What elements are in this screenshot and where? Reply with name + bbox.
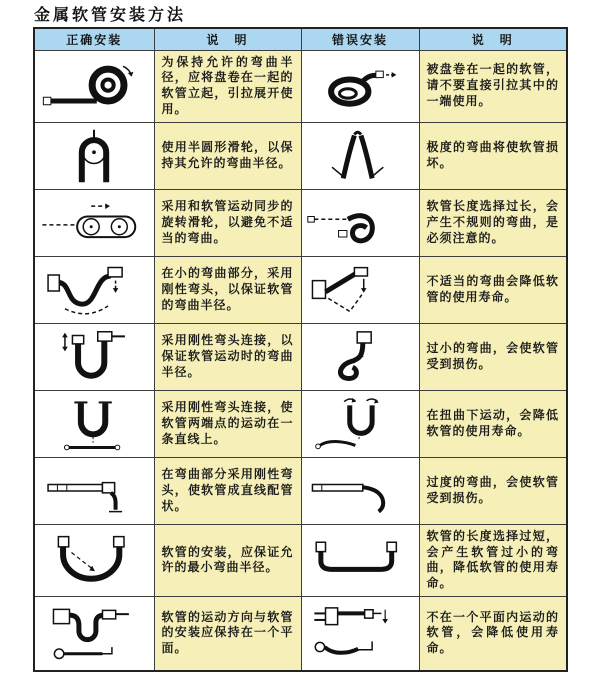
hose-coil-upright-unroll-icon	[38, 56, 150, 116]
hose-extreme-pinch-bend-icon	[305, 126, 415, 186]
wrong-description: 过度的弯曲，会使软管受到损伤。	[419, 457, 567, 524]
correct-description: 软管的运动方向与软管的安装应保持在一个平面。	[154, 597, 301, 671]
hose-rigid-elbow-u-loop-icon	[38, 327, 150, 387]
hose-too-long-irregular-loop-icon	[305, 193, 415, 253]
wrong-illustration-cell	[301, 597, 419, 671]
correct-description: 在小的弯曲部分，采用刚性弯头，以保证软管的弯曲半径。	[154, 256, 301, 323]
table-row	[34, 323, 567, 390]
table-row	[34, 524, 567, 596]
hose-too-short-flat-u-icon	[305, 530, 415, 590]
wrong-description: 不在一个平面内运动的软管，会降低使用寿命。	[419, 597, 567, 671]
hose-coil-flat-pull-end-icon	[305, 56, 415, 116]
hose-improper-sharp-bend-icon	[305, 260, 415, 320]
correct-description: 在弯曲部分采用刚性弯头，使软管成直线配管状。	[154, 457, 301, 524]
hose-non-planar-motion-icon	[305, 600, 415, 666]
table-row	[34, 256, 567, 323]
correct-description: 使用半圆形滑轮，以保持其允许的弯曲半径。	[154, 122, 301, 189]
hose-minimum-bend-radius-u-icon	[38, 530, 150, 590]
wrong-description: 软管的长度选择过短，会产生软管过小的弯曲，降低软管的使用寿命。	[419, 524, 567, 596]
install-table	[33, 27, 568, 672]
hose-u-loop-straight-line-motion-icon	[38, 394, 150, 454]
correct-illustration-cell	[34, 256, 154, 323]
wrong-description: 不适当的弯曲会降低软管的使用寿命。	[419, 256, 567, 323]
wrong-illustration-cell	[301, 189, 419, 256]
correct-illustration-cell	[34, 50, 154, 122]
column-header-wrong: 错误安装	[301, 28, 419, 50]
wrong-description: 极度的弯曲将使软管损坏。	[419, 122, 567, 189]
wrong-description: 被盘卷在一起的软管，请不要直接引拉其中的一端使用。	[419, 50, 567, 122]
correct-illustration-cell	[34, 597, 154, 671]
table-row	[34, 189, 567, 256]
wrong-description: 在扭曲下运动，会降低软管的使用寿命。	[419, 390, 567, 457]
table-header-row	[34, 28, 567, 50]
table-row	[34, 457, 567, 524]
wrong-description: 软管长度选择过长，会产生不规则的弯曲，是必须注意的。	[419, 189, 567, 256]
table-row	[34, 122, 567, 189]
wrong-illustration-cell	[301, 524, 419, 596]
correct-description: 软管的安装，应保证允许的最小弯曲半径。	[154, 524, 301, 596]
wrong-description: 过小的弯曲，会使软管受到损伤。	[419, 323, 567, 390]
correct-description: 采用刚性弯头连接，以保证软管运动时的弯曲半径。	[154, 323, 301, 390]
wrong-illustration-cell	[301, 122, 419, 189]
correct-illustration-cell	[34, 457, 154, 524]
table-row	[34, 50, 567, 122]
page-title: 金属软管安装方法	[34, 5, 187, 24]
table-row	[34, 390, 567, 457]
correct-illustration-cell	[34, 323, 154, 390]
wrong-illustration-cell	[301, 50, 419, 122]
column-header-correct-desc: 说 明	[154, 28, 301, 50]
table-row	[34, 597, 567, 671]
wrong-illustration-cell	[301, 323, 419, 390]
hose-twisted-motion-icon	[305, 394, 415, 454]
wrong-illustration-cell	[301, 457, 419, 524]
correct-illustration-cell	[34, 524, 154, 596]
correct-illustration-cell	[34, 122, 154, 189]
hose-rigid-elbow-small-bend-icon	[38, 260, 150, 320]
hose-over-semicircular-pulley-icon	[38, 126, 150, 186]
hose-synchronized-rotating-pulley-icon	[38, 193, 150, 253]
column-header-wrong-desc: 说 明	[419, 28, 567, 50]
wrong-illustration-cell	[301, 256, 419, 323]
correct-description: 采用刚性弯头连接，使软管两端点的运动在一条直线上。	[154, 390, 301, 457]
hose-single-plane-installation-icon	[38, 600, 150, 666]
hose-straight-run-rigid-elbow-icon	[38, 461, 150, 521]
correct-illustration-cell	[34, 390, 154, 457]
hose-too-small-bend-hook-icon	[305, 327, 415, 387]
wrong-illustration-cell	[301, 390, 419, 457]
hose-excessive-end-bend-icon	[305, 461, 415, 521]
correct-description: 为保持允许的弯曲半径，应将盘卷在一起的软管立起，引拉展开使用。	[154, 50, 301, 122]
correct-illustration-cell	[34, 189, 154, 256]
column-header-correct: 正确安装	[34, 28, 154, 50]
correct-description: 采用和软管运动同步的旋转滑轮，以避免不适当的弯曲。	[154, 189, 301, 256]
